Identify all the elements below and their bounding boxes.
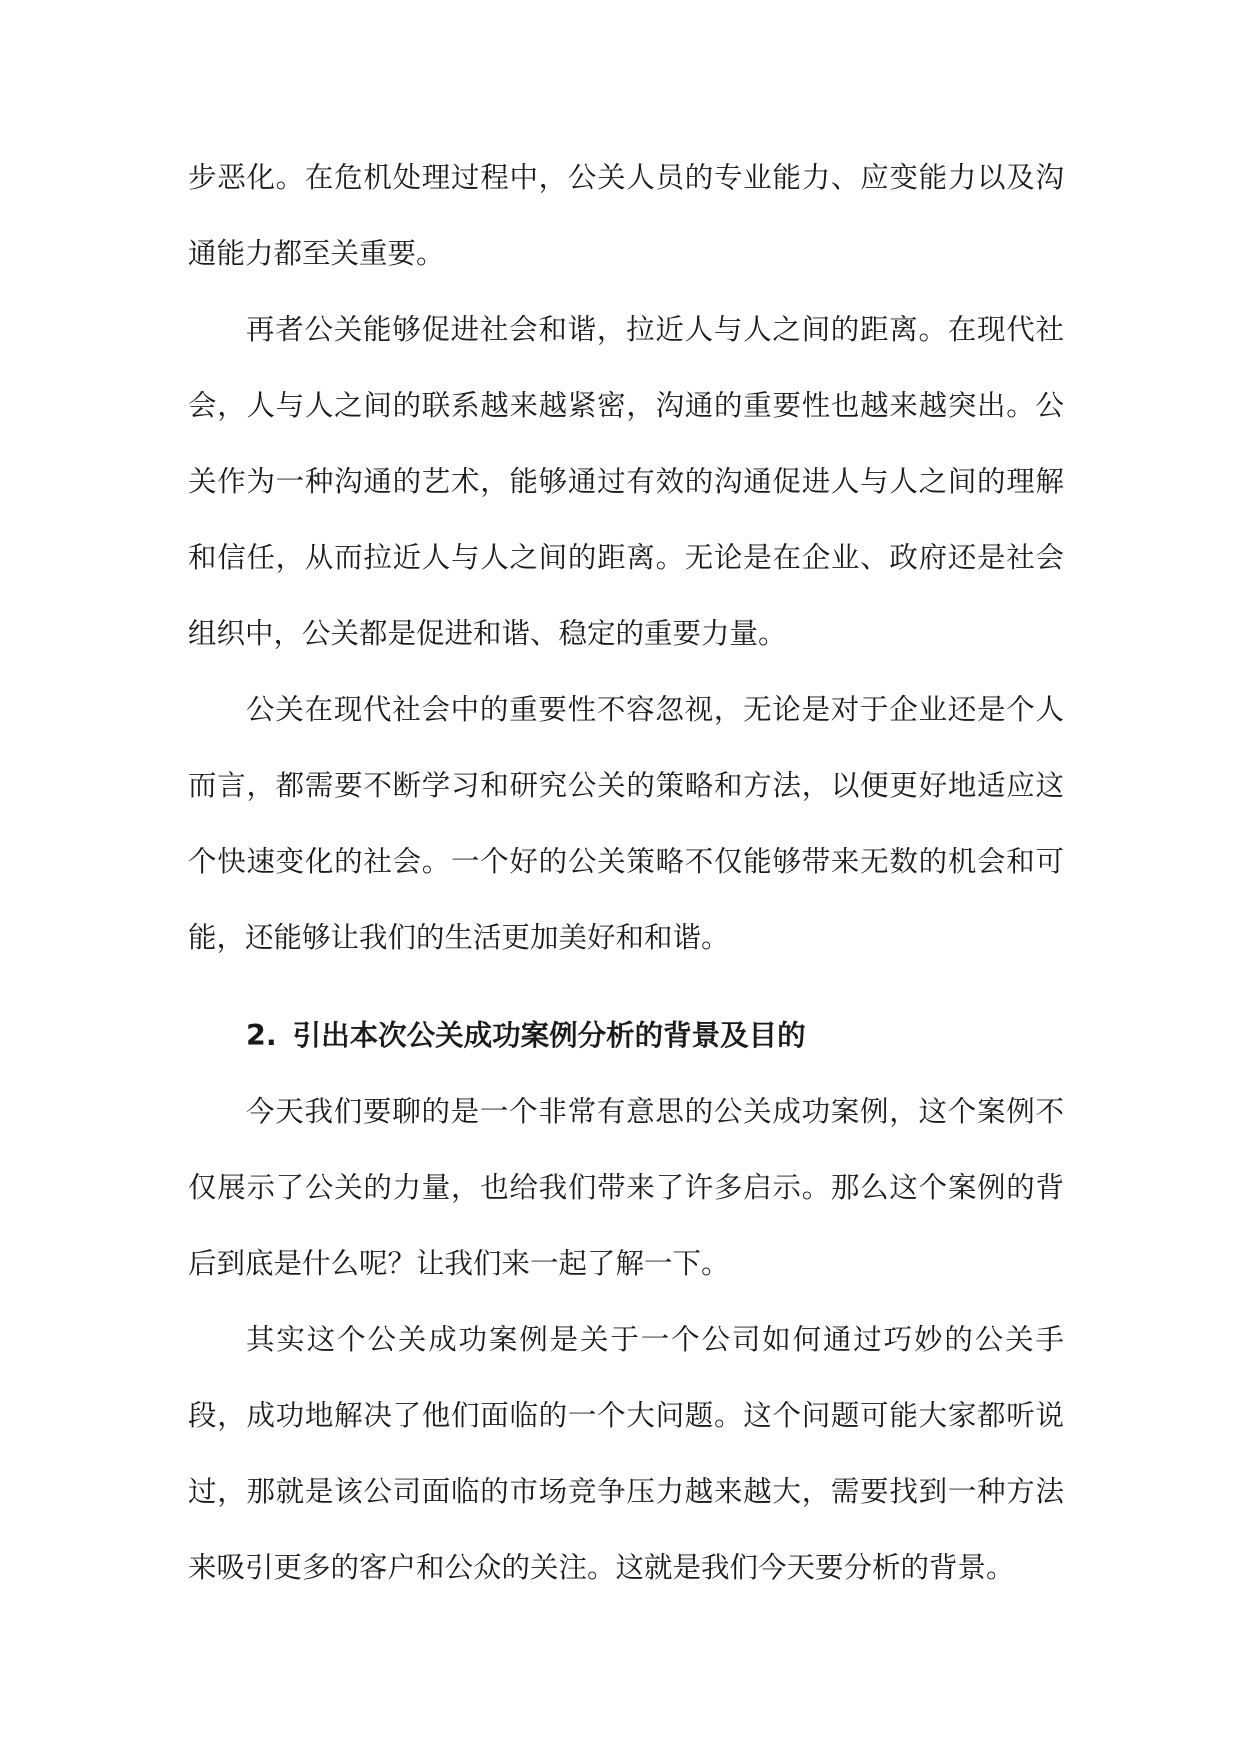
section-title: 引出本次公关成功案例分析的背景及目的 bbox=[292, 1019, 806, 1052]
section-heading bbox=[188, 998, 1064, 1074]
section-number: 2. bbox=[246, 1019, 277, 1052]
paragraph-case-intro: 今天我们要聊的是一个非常有意思的公关成功案例，这个案例不仅展示了公关的力量，也给我们带来了许多启示。那么这个案例的背后到底是什么呢？让我们来一起了解一下。 bbox=[188, 1095, 1064, 1280]
paragraph-case-background: 其实这个公关成功案例是关于一个公司如何通过巧妙的公关手段，成功地解决了他们面临的一个大问题。这个问题可能大家都听说过，那就是该公司面临的市场竞争压力越来越大，需要找到一种方法来吸引更多的客户和公众的关注。这就是我们今天要分析的背景。 bbox=[188, 1323, 1064, 1584]
paragraph-social-harmony: 再者公关能够促进社会和谐，拉近人与人之间的距离。在现代社会，人与人之间的联系越来越紧密，沟通的重要性也越来越突出。公关作为一种沟通的艺术，能够通过有效的沟通促进人与人之间的理解和信任，从而拉近人与人之间的距离。无论是在企业、政府还是社会组织中，公关都是促进和谐、稳定的重要力量。 bbox=[188, 313, 1064, 650]
document-page bbox=[188, 140, 1064, 1606]
paragraph-pr-importance: 公关在现代社会中的重要性不容忽视，无论是对于企业还是个人而言，都需要不断学习和研究公关的策略和方法，以便更好地适应这个快速变化的社会。一个好的公关策略不仅能够带来无数的机会和可能，还能够让我们的生活更加美好和和谐。 bbox=[188, 693, 1064, 954]
paragraph-continuation: 步恶化。在危机处理过程中，公关人员的专业能力、应变能力以及沟通能力都至关重要。 bbox=[188, 161, 1064, 270]
